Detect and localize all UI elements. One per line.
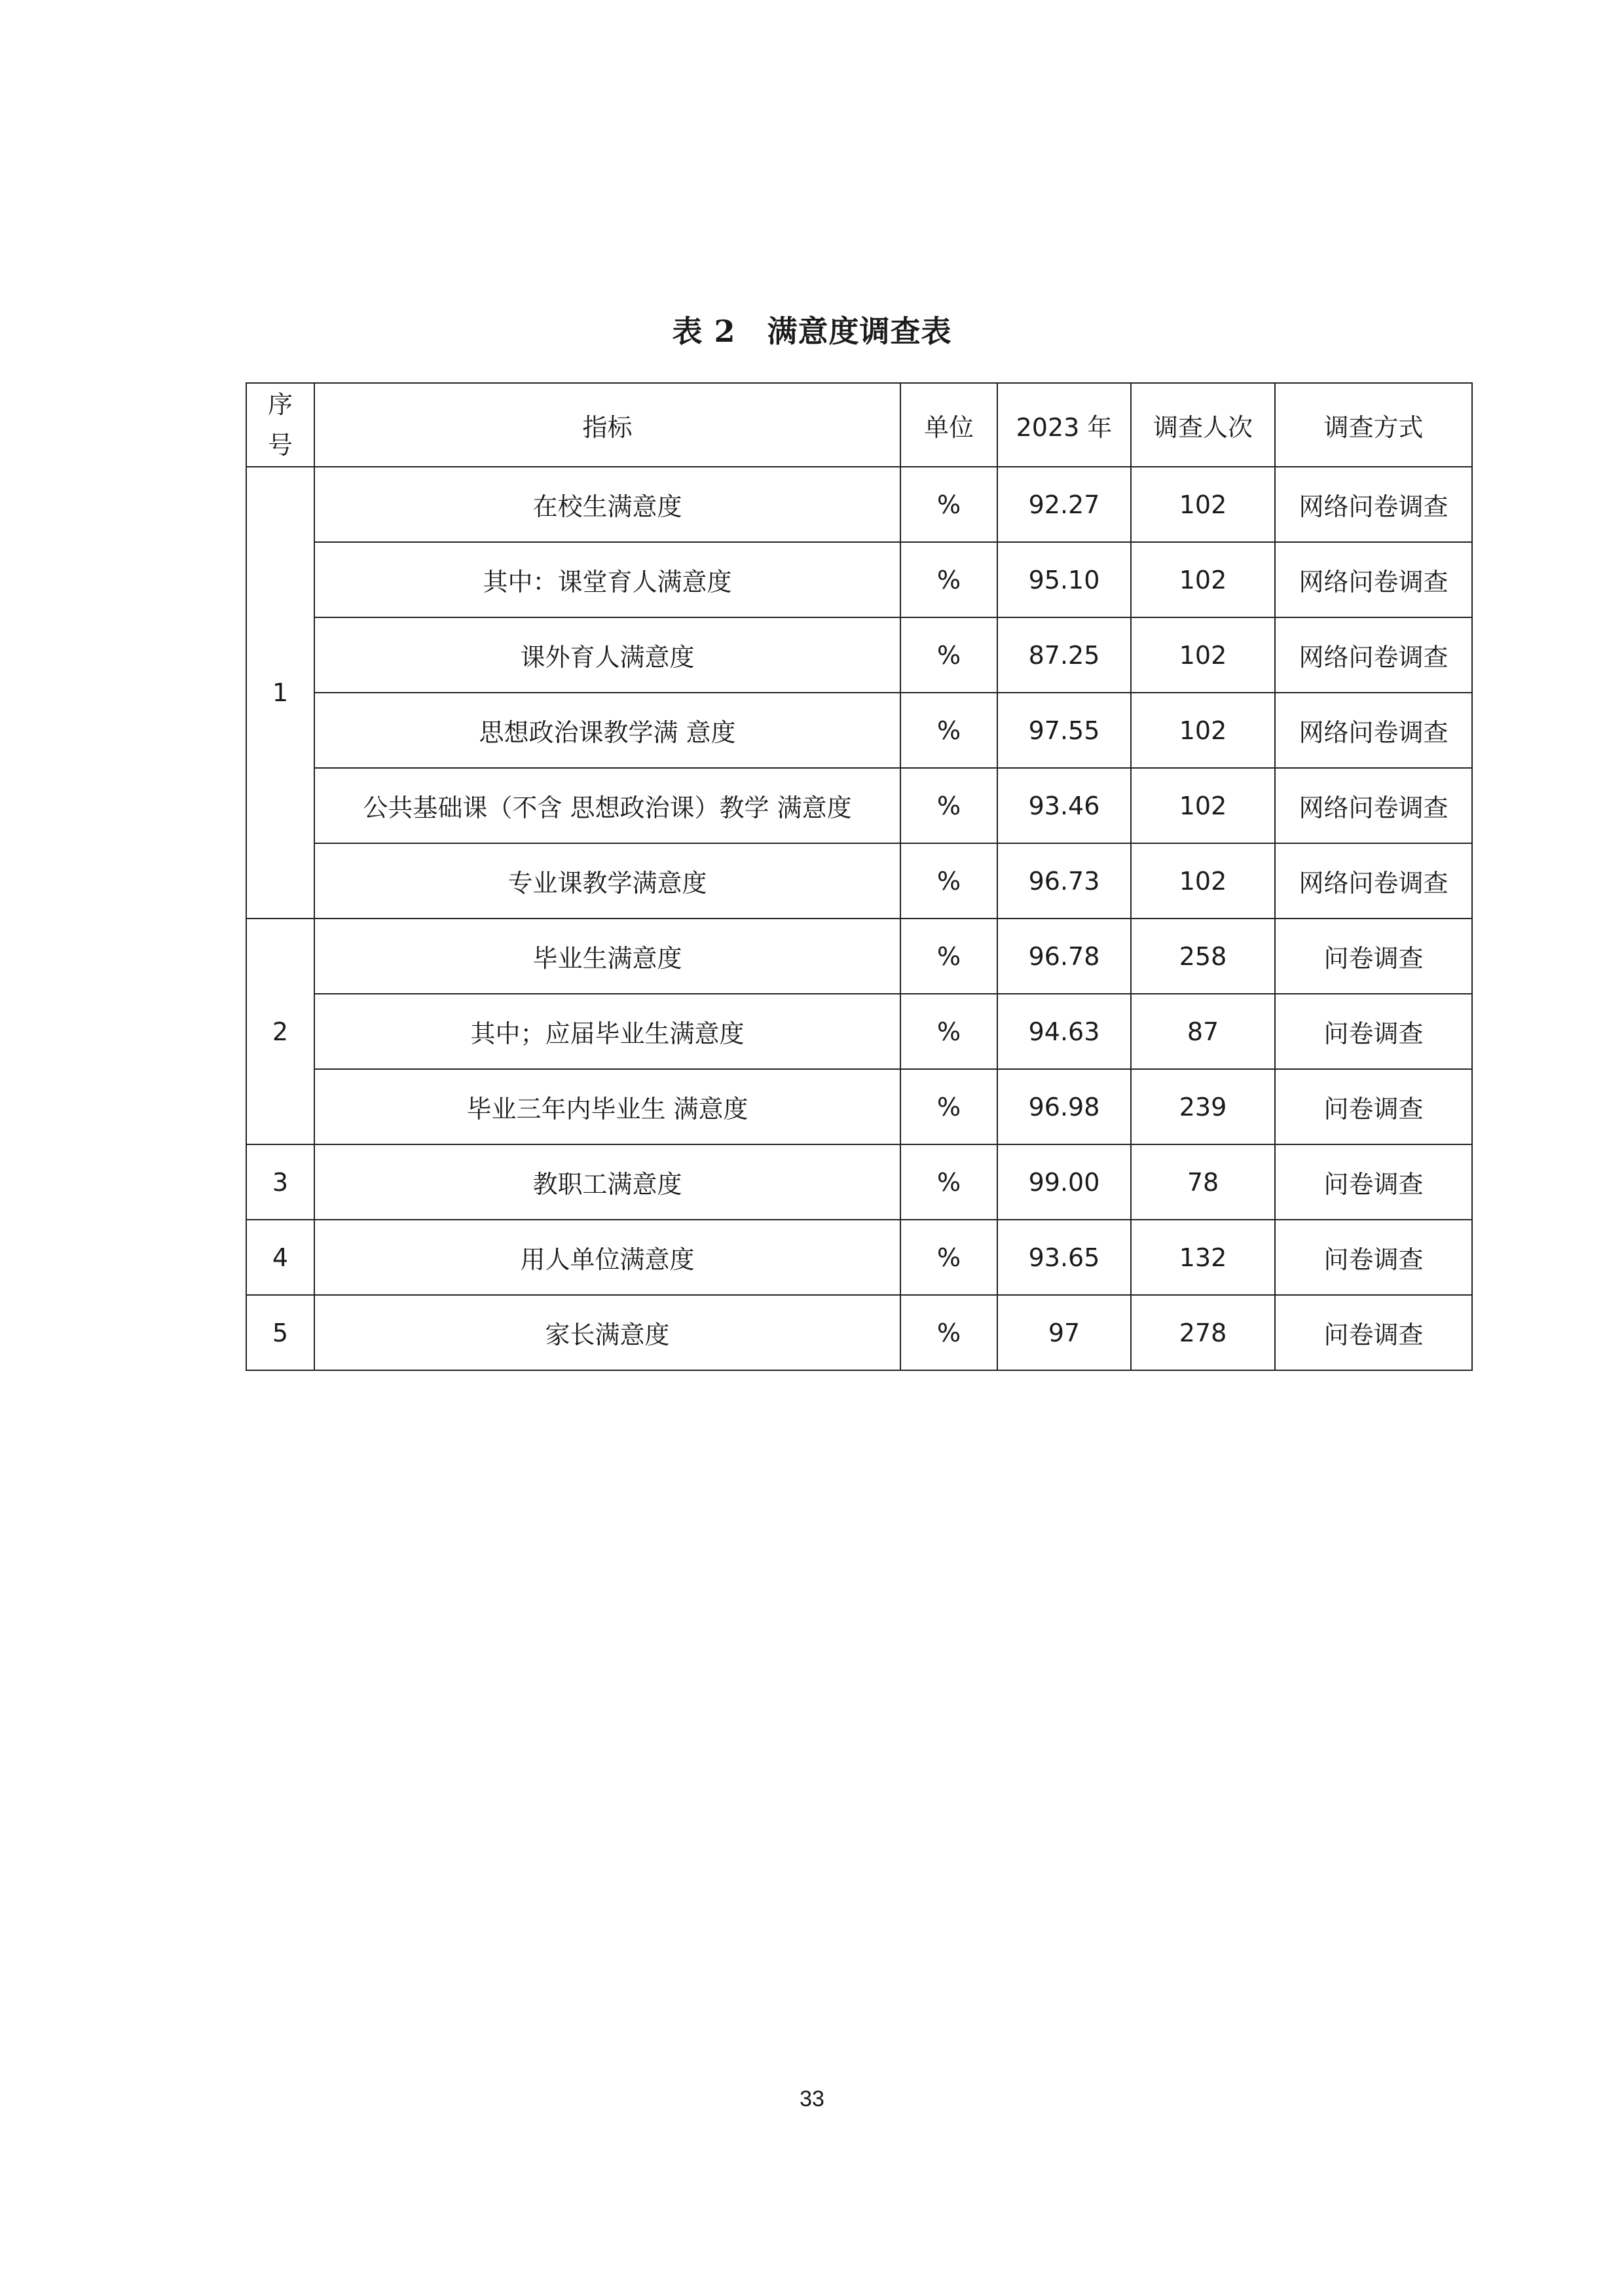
cell-unit: %	[900, 1069, 997, 1144]
cell-survey-method: 网络问卷调查	[1275, 843, 1472, 919]
table-header-row	[246, 383, 1472, 467]
cell-unit: %	[900, 843, 997, 919]
cell-survey-method: 问卷调查	[1275, 1069, 1472, 1144]
header-method: 调查方式	[1275, 383, 1472, 467]
header-seq-top: 序	[267, 390, 293, 419]
table-row	[246, 1069, 1472, 1144]
cell-value-2023: 93.65	[997, 1220, 1131, 1295]
cell-survey-method: 问卷调查	[1275, 1144, 1472, 1220]
cell-survey-count: 239	[1131, 1069, 1275, 1144]
header-seq	[246, 383, 314, 467]
cell-seq: 4	[246, 1220, 314, 1295]
table-row	[246, 919, 1472, 994]
table-body	[246, 467, 1472, 1370]
table-number: 表 2	[672, 314, 736, 349]
cell-unit: %	[900, 617, 997, 693]
cell-value-2023: 99.00	[997, 1144, 1131, 1220]
cell-survey-method: 网络问卷调查	[1275, 768, 1472, 843]
cell-survey-count: 102	[1131, 843, 1275, 919]
table-row	[246, 617, 1472, 693]
cell-survey-count: 102	[1131, 617, 1275, 693]
cell-unit: %	[900, 919, 997, 994]
cell-value-2023: 94.63	[997, 994, 1131, 1069]
cell-survey-method: 网络问卷调查	[1275, 617, 1472, 693]
cell-survey-count: 102	[1131, 768, 1275, 843]
table-row	[246, 768, 1472, 843]
header-seq-bottom: 号	[267, 431, 293, 460]
cell-seq: 5	[246, 1295, 314, 1370]
cell-survey-count: 87	[1131, 994, 1275, 1069]
table-title	[0, 308, 1624, 351]
header-indicator: 指标	[314, 383, 900, 467]
cell-value-2023: 95.10	[997, 542, 1131, 617]
cell-survey-method: 问卷调查	[1275, 994, 1472, 1069]
cell-value-2023: 96.73	[997, 843, 1131, 919]
table-row	[246, 843, 1472, 919]
table-row	[246, 693, 1472, 768]
cell-indicator: 毕业三年内毕业生 满意度	[314, 1069, 900, 1144]
cell-unit: %	[900, 1144, 997, 1220]
table-row	[246, 994, 1472, 1069]
cell-unit: %	[900, 1220, 997, 1295]
cell-unit: %	[900, 542, 997, 617]
cell-seq: 1	[246, 467, 314, 919]
cell-indicator: 专业课教学满意度	[314, 843, 900, 919]
page-number: 33	[800, 2086, 824, 2111]
cell-unit: %	[900, 768, 997, 843]
cell-survey-count: 132	[1131, 1220, 1275, 1295]
cell-survey-count: 102	[1131, 467, 1275, 542]
cell-survey-method: 网络问卷调查	[1275, 542, 1472, 617]
cell-survey-count: 278	[1131, 1295, 1275, 1370]
cell-unit: %	[900, 1295, 997, 1370]
header-year: 2023 年	[997, 383, 1131, 467]
cell-seq: 3	[246, 1144, 314, 1220]
cell-value-2023: 92.27	[997, 467, 1131, 542]
cell-survey-count: 78	[1131, 1144, 1275, 1220]
cell-indicator: 其中；应届毕业生满意度	[314, 994, 900, 1069]
cell-survey-count: 102	[1131, 693, 1275, 768]
cell-indicator: 其中：课堂育人满意度	[314, 542, 900, 617]
cell-indicator: 在校生满意度	[314, 467, 900, 542]
cell-survey-method: 问卷调查	[1275, 919, 1472, 994]
table-row	[246, 1220, 1472, 1295]
cell-value-2023: 97	[997, 1295, 1131, 1370]
cell-unit: %	[900, 467, 997, 542]
cell-value-2023: 97.55	[997, 693, 1131, 768]
cell-value-2023: 96.98	[997, 1069, 1131, 1144]
satisfaction-survey-table	[246, 382, 1473, 1371]
cell-indicator: 思想政治课教学满 意度	[314, 693, 900, 768]
cell-indicator: 公共基础课（不含 思想政治课）教学 满意度	[314, 768, 900, 843]
cell-unit: %	[900, 994, 997, 1069]
cell-survey-method: 网络问卷调查	[1275, 693, 1472, 768]
table-row	[246, 542, 1472, 617]
header-unit: 单位	[900, 383, 997, 467]
cell-indicator: 课外育人满意度	[314, 617, 900, 693]
table-row	[246, 1144, 1472, 1220]
cell-indicator: 教职工满意度	[314, 1144, 900, 1220]
table-row	[246, 1295, 1472, 1370]
cell-value-2023: 96.78	[997, 919, 1131, 994]
cell-survey-method: 问卷调查	[1275, 1220, 1472, 1295]
cell-value-2023: 93.46	[997, 768, 1131, 843]
cell-value-2023: 87.25	[997, 617, 1131, 693]
table-title-text: 满意度调查表	[767, 314, 952, 349]
cell-indicator: 毕业生满意度	[314, 919, 900, 994]
cell-survey-count: 258	[1131, 919, 1275, 994]
table-row	[246, 467, 1472, 542]
header-count: 调查人次	[1131, 383, 1275, 467]
cell-unit: %	[900, 693, 997, 768]
cell-seq: 2	[246, 919, 314, 1144]
cell-indicator: 用人单位满意度	[314, 1220, 900, 1295]
cell-survey-method: 问卷调查	[1275, 1295, 1472, 1370]
cell-indicator: 家长满意度	[314, 1295, 900, 1370]
cell-survey-method: 网络问卷调查	[1275, 467, 1472, 542]
cell-survey-count: 102	[1131, 542, 1275, 617]
